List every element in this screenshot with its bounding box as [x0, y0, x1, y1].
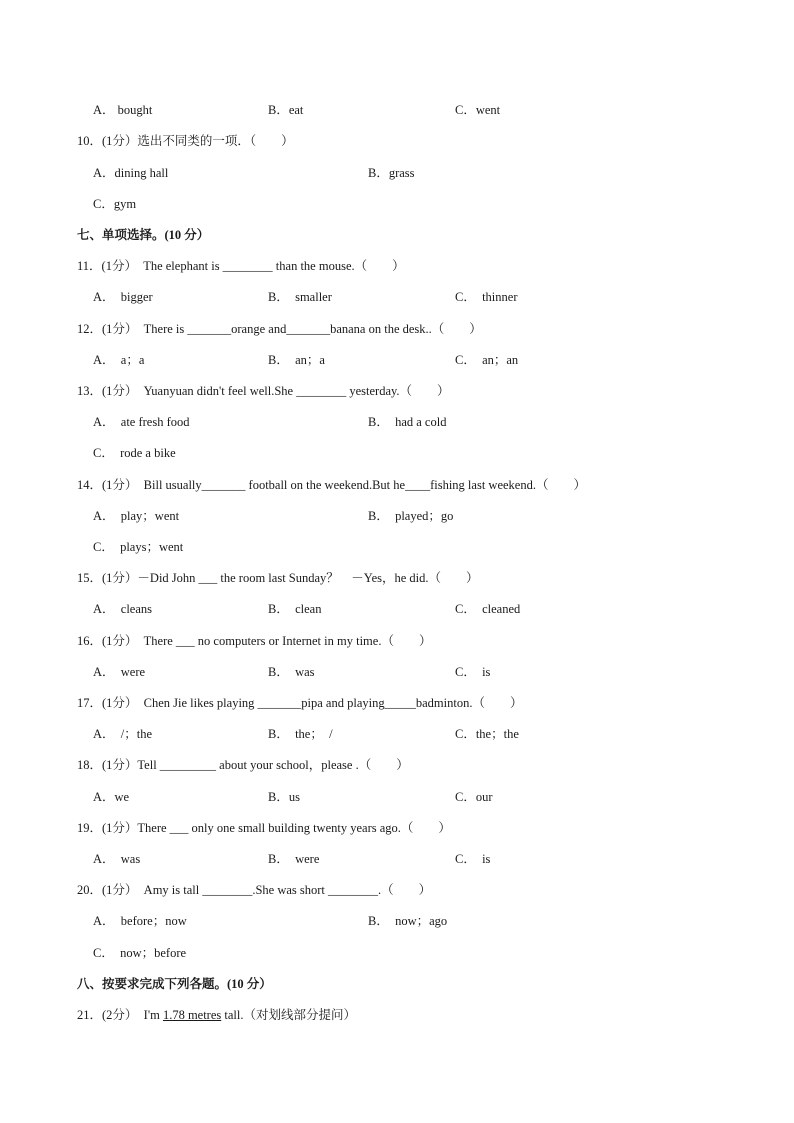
q11-option-a: A． bigger [93, 290, 153, 304]
q20-option-a: A． before；now [93, 914, 187, 928]
section-8-title: 八、按要求完成下列各题。(10 分） [77, 977, 272, 991]
q15-stem: 15．(1分）－Did John ___ the room last Sunday？ －Yes，he did.（ ） [77, 571, 479, 585]
q9-option-a: A． bought [93, 103, 153, 117]
q16-option-a: A． were [93, 665, 146, 679]
q9-option-b: B．eat [268, 103, 304, 117]
q14-stem: 14．(1分） Bill usually_______ football on the weekend.But he____fishing last weekend.（ ） [77, 478, 586, 492]
q12-option-c: C． an；an [455, 353, 519, 367]
q10-stem: 10．(1分）选出不同类的一项．（ ） [77, 134, 294, 148]
q10-option-a: A．dining hall [93, 166, 169, 180]
q16-option-b: B． was [268, 665, 315, 679]
q15-option-c: C． cleaned [455, 602, 521, 616]
q10-option-c: C．gym [93, 197, 137, 211]
q9-option-c: C．went [455, 103, 501, 117]
q21-suffix: tall.（对划线部分提问） [221, 1008, 356, 1022]
q14-option-b: B． played；go [368, 509, 454, 523]
q13-option-c: C． rode a bike [93, 446, 176, 460]
q18-option-b: B．us [268, 790, 300, 804]
q20-stem: 20．(1分） Amy is tall ________.She was short ________.（ ） [77, 883, 432, 897]
q13-option-b: B． had a cold [368, 415, 447, 429]
q19-stem: 19．(1分）There ___ only one small building twenty years ago.（ ） [77, 821, 451, 835]
q19-option-c: C． is [455, 852, 491, 866]
q21-prefix: 21．(2分） I'm [77, 1008, 163, 1022]
q17-option-a: A． /；the [93, 727, 153, 741]
q21-stem [77, 1007, 356, 1023]
q11-stem: 11．(1分） The elephant is ________ than the mouse.（ ） [77, 259, 405, 273]
q14-option-a: A． play；went [93, 509, 180, 523]
q15-option-a: A． cleans [93, 602, 153, 616]
q11-option-b: B． smaller [268, 290, 332, 304]
q12-stem: 12．(1分） There is _______orange and_______banana on the desk..（ ） [77, 322, 482, 336]
q12-option-a: A． a；a [93, 353, 145, 367]
q16-stem: 16．(1分） There ___ no computers or Internet in my time.（ ） [77, 634, 432, 648]
q18-stem: 18．(1分）Tell _________ about your school，please .（ ） [77, 758, 409, 772]
section-7-title: 七、单项选择。(10 分） [77, 228, 210, 242]
q18-option-c: C．our [455, 790, 493, 804]
q13-option-a: A． ate fresh food [93, 415, 190, 429]
q13-stem: 13．(1分） Yuanyuan didn't feel well.She ________ yesterday.（ ） [77, 384, 450, 398]
q20-option-b: B． now；ago [368, 914, 448, 928]
q17-stem: 17．(1分） Chen Jie likes playing _______pipa and playing_____badminton.（ ） [77, 696, 523, 710]
q12-option-b: B． an；a [268, 353, 325, 367]
q18-option-a: A．we [93, 790, 130, 804]
q17-option-b: B． the； / [268, 727, 333, 741]
q15-option-b: B． clean [268, 602, 322, 616]
q16-option-c: C． is [455, 665, 491, 679]
q21-underlined: 1.78 metres [162, 1008, 222, 1022]
q14-option-c: C． plays；went [93, 540, 184, 554]
q19-option-a: A． was [93, 852, 141, 866]
q17-option-c: C．the；the [455, 727, 519, 741]
q10-option-b: B．grass [368, 166, 415, 180]
q19-option-b: B． were [268, 852, 320, 866]
q20-option-c: C． now；before [93, 946, 187, 960]
q11-option-c: C． thinner [455, 290, 518, 304]
